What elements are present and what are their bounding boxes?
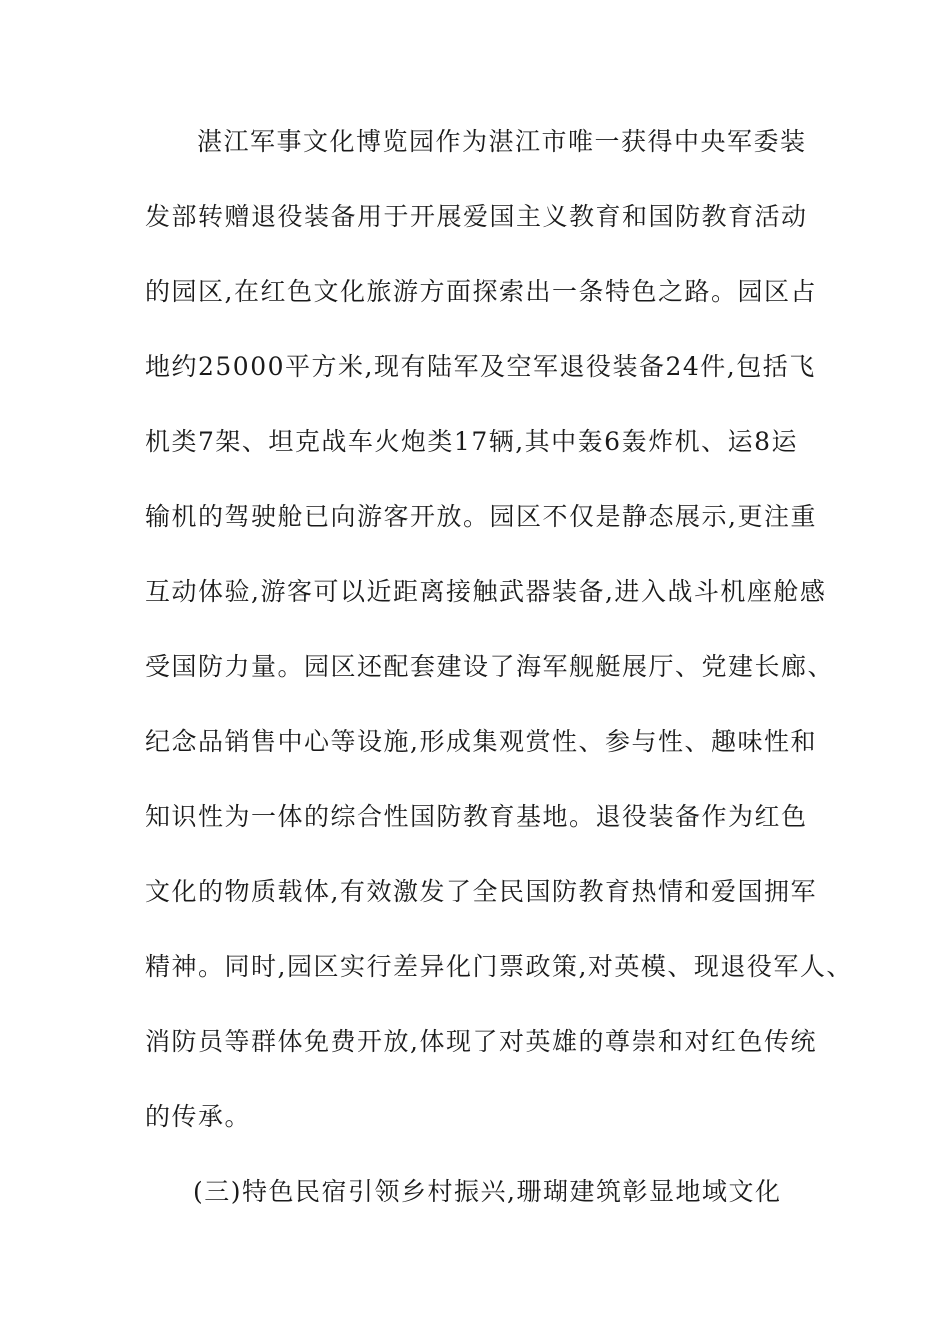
paragraph-line: 精神。同时,园区实行差异化门票政策,对英模、现退役军人、: [145, 952, 853, 981]
paragraph-line: 受国防力量。园区还配套建设了海军舰艇展厅、党建长廊、: [145, 652, 835, 681]
paragraph-line: 机类7架、坦克战车火炮类17辆,其中轰6轰炸机、运8运: [145, 427, 798, 456]
paragraph-line: 互动体验,游客可以近距离接触武器装备,进入战斗机座舱感: [145, 577, 827, 606]
paragraph-line: 知识性为一体的综合性国防教育基地。退役装备作为红色: [145, 802, 808, 831]
paragraph-line: 发部转赠退役装备用于开展爱国主义教育和国防教育活动: [145, 202, 808, 231]
paragraph-line: 消防员等群体免费开放,体现了对英雄的尊崇和对红色传统: [145, 1027, 817, 1056]
paragraph-line: 文化的物质载体,有效激发了全民国防教育热情和爱国拥军: [145, 877, 817, 906]
paragraph-line: 纪念品销售中心等设施,形成集观赏性、参与性、趣味性和: [145, 727, 817, 756]
paragraph-line: 输机的驾驶舱已向游客开放。园区不仅是静态展示,更注重: [145, 502, 817, 531]
paragraph-line: 的传承。: [145, 1102, 252, 1131]
paragraph-line: 的园区,在红色文化旅游方面探索出一条特色之路。园区占: [145, 277, 817, 306]
section-heading: (三)特色民宿引领乡村振兴,珊瑚建筑彰显地域文化: [193, 1177, 782, 1206]
paragraph-line: 湛江军事文化博览园作为湛江市唯一获得中央军委装: [197, 127, 807, 156]
paragraph-line: 地约25000平方米,现有陆军及空军退役装备24件,包括飞: [145, 352, 816, 381]
